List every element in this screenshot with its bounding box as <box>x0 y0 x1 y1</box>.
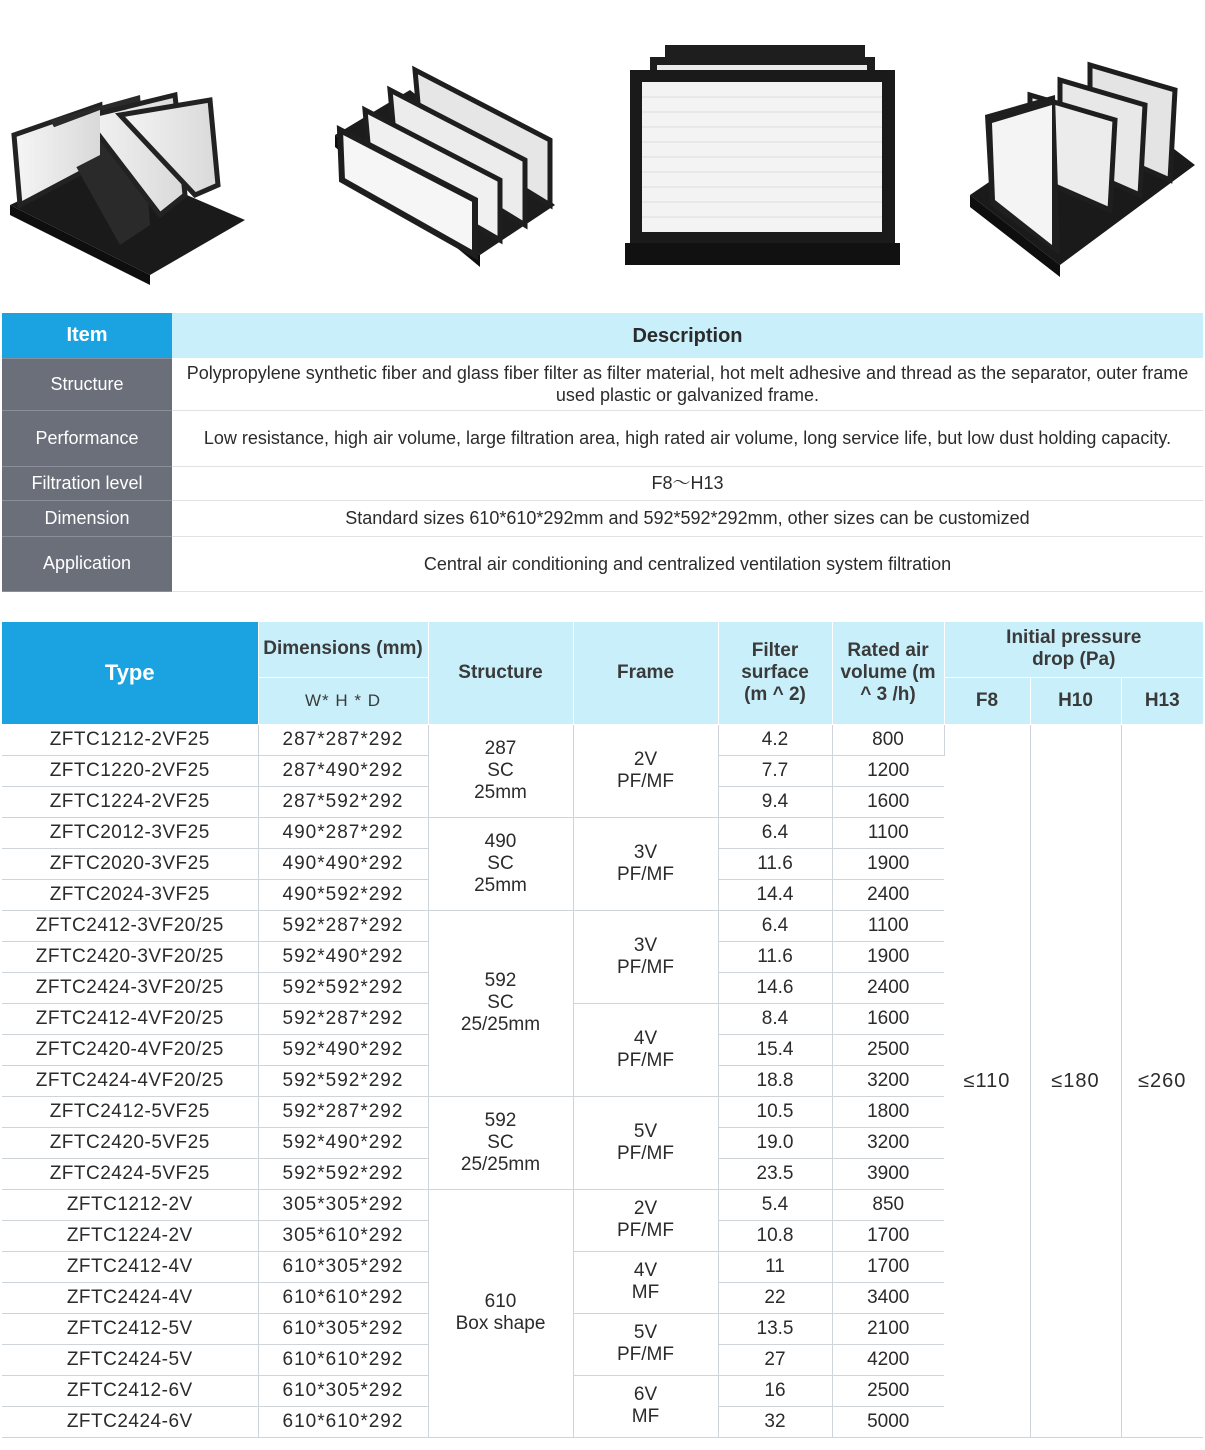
filter-surface-cell: 4.2 <box>718 724 832 755</box>
filter-surface-cell: 27 <box>718 1344 832 1375</box>
structure-cell <box>428 1189 573 1437</box>
filter-surface-cell: 22 <box>718 1282 832 1313</box>
rated-volume-header: Rated air volume (m ^ 3 /h) <box>832 622 944 724</box>
item-header: Item <box>2 313 172 358</box>
cell-line: SC <box>487 992 514 1013</box>
rated-volume-cell: 1600 <box>832 1003 944 1034</box>
description-table <box>2 313 1203 592</box>
rated-volume-cell: 850 <box>832 1189 944 1220</box>
dimension-cell: 610*305*292 <box>258 1375 428 1406</box>
filter-surface-cell: 14.4 <box>718 879 832 910</box>
cell-line: Box shape <box>455 1313 546 1334</box>
dimension-cell: 592*592*292 <box>258 972 428 1003</box>
filter-surface-header: Filter surface (m ^ 2) <box>718 622 832 724</box>
rated-volume-cell: 2400 <box>832 972 944 1003</box>
desc-text: Standard sizes 610*610*292mm and 592*592*292mm, other sizes can be customized <box>172 500 1203 536</box>
rated-volume-cell: 3900 <box>832 1158 944 1189</box>
desc-row-filtration-level <box>2 466 1203 500</box>
rated-volume-cell: 2100 <box>832 1313 944 1344</box>
cell-line: MF <box>631 1282 660 1303</box>
dimension-cell: 592*287*292 <box>258 1003 428 1034</box>
type-cell: ZFTC2424-3VF20/25 <box>2 972 258 1003</box>
dimension-cell: 490*287*292 <box>258 817 428 848</box>
cell-line: 5V <box>633 1322 658 1343</box>
frame-cell <box>573 1375 718 1437</box>
cell-line: 287 <box>484 737 517 759</box>
rated-volume-cell: 1700 <box>832 1220 944 1251</box>
filter-surface-cell: 13.5 <box>718 1313 832 1344</box>
type-cell: ZFTC2424-5VF25 <box>2 1158 258 1189</box>
type-cell: ZFTC2420-5VF25 <box>2 1127 258 1158</box>
filter-surface-cell: 11.6 <box>718 848 832 879</box>
rated-volume-cell: 3400 <box>832 1282 944 1313</box>
desc-row-performance <box>2 410 1203 466</box>
rated-volume-cell: 2500 <box>832 1375 944 1406</box>
pressure-h10-cell: ≤180 <box>1030 724 1121 1437</box>
dimension-cell: 592*592*292 <box>258 1158 428 1189</box>
product-image-front <box>615 45 905 285</box>
product-image-v-bank-1 <box>0 45 260 285</box>
type-cell: ZFTC2424-5V <box>2 1344 258 1375</box>
frame-cell <box>573 1096 718 1189</box>
desc-row-dimension <box>2 500 1203 536</box>
dimension-cell: 287*592*292 <box>258 786 428 817</box>
dimension-cell: 592*287*292 <box>258 910 428 941</box>
type-cell: ZFTC2012-3VF25 <box>2 817 258 848</box>
cell-line: 2V <box>633 748 658 770</box>
cell-line: PF/MF <box>617 1344 674 1365</box>
rated-volume-cell: 1600 <box>832 786 944 817</box>
filter-surface-cell: 32 <box>718 1406 832 1437</box>
type-cell: ZFTC2424-4V <box>2 1282 258 1313</box>
filter-surface-cell: 23.5 <box>718 1158 832 1189</box>
type-cell: ZFTC2412-4VF20/25 <box>2 1003 258 1034</box>
desc-text: Polypropylene synthetic fiber and glass fiber filter as filter material, hot melt adhesive and thread as the separator, outer frame used plastic or galvanized frame. <box>172 358 1203 410</box>
h13-header: H13 <box>1121 677 1203 724</box>
filter-surface-cell: 7.7 <box>718 755 832 786</box>
cell-line: 610 <box>484 1291 517 1312</box>
product-image-v-bank-2 <box>320 45 570 285</box>
filter-surface-cell: 18.8 <box>718 1065 832 1096</box>
product-image-v-bank-4 <box>960 45 1205 285</box>
f8-header: F8 <box>944 677 1030 724</box>
type-header: Type <box>2 622 258 724</box>
pressure-f8-cell: ≤110 <box>944 724 1030 1437</box>
cell-line: 5V <box>633 1120 658 1142</box>
dimension-cell: 305*610*292 <box>258 1220 428 1251</box>
rated-volume-cell: 3200 <box>832 1065 944 1096</box>
desc-text: F8～H13 <box>172 466 1203 500</box>
filter-surface-cell: 19.0 <box>718 1127 832 1158</box>
cell-line: SC <box>487 759 514 781</box>
filter-surface-cell: 6.4 <box>718 817 832 848</box>
dimensions-header: Dimensions (mm) <box>258 622 428 677</box>
cell-line: PF/MF <box>617 1142 674 1164</box>
specification-table <box>2 622 1203 1438</box>
dimension-cell: 610*610*292 <box>258 1282 428 1313</box>
filter-surface-cell: 6.4 <box>718 910 832 941</box>
dimension-cell: 305*305*292 <box>258 1189 428 1220</box>
cell-line: PF/MF <box>617 770 674 792</box>
rated-volume-cell: 800 <box>832 724 944 755</box>
dimension-cell: 287*287*292 <box>258 724 428 755</box>
frame-cell <box>573 724 718 817</box>
frame-cell <box>573 1313 718 1375</box>
type-cell: ZFTC1212-2VF25 <box>2 724 258 755</box>
dimension-cell: 592*490*292 <box>258 1127 428 1158</box>
dimension-cell: 287*490*292 <box>258 755 428 786</box>
structure-cell <box>428 1096 573 1189</box>
filter-surface-cell: 11.6 <box>718 941 832 972</box>
cell-line: 25mm <box>474 874 527 896</box>
desc-label: Performance <box>2 410 172 466</box>
dimensions-unit-header: W* H * D <box>258 677 428 724</box>
desc-label: Filtration level <box>2 466 172 500</box>
dimension-cell: 490*592*292 <box>258 879 428 910</box>
rated-volume-cell: 2500 <box>832 1034 944 1065</box>
dimension-cell: 592*490*292 <box>258 941 428 972</box>
filter-surface-cell: 8.4 <box>718 1003 832 1034</box>
filter-surface-cell: 16 <box>718 1375 832 1406</box>
desc-text: Low resistance, high air volume, large filtration area, high rated air volume, long service life, but low dust holding capacity. <box>172 410 1203 466</box>
rated-volume-cell: 1800 <box>832 1096 944 1127</box>
cell-line: 4V <box>633 1027 658 1049</box>
desc-label: Application <box>2 536 172 591</box>
frame-cell <box>573 817 718 910</box>
filter-surface-cell: 14.6 <box>718 972 832 1003</box>
filter-surface-cell: 15.4 <box>718 1034 832 1065</box>
type-cell: ZFTC1224-2VF25 <box>2 786 258 817</box>
cell-line: PF/MF <box>617 1220 674 1241</box>
type-cell: ZFTC2412-3VF20/25 <box>2 910 258 941</box>
cell-line: PF/MF <box>617 1049 674 1071</box>
structure-header: Structure <box>428 622 573 724</box>
rated-volume-cell: 1900 <box>832 848 944 879</box>
dimension-cell: 610*305*292 <box>258 1313 428 1344</box>
dimension-cell: 610*610*292 <box>258 1406 428 1437</box>
pressure-drop-header: Initial pressure drop (Pa) <box>944 622 1203 677</box>
type-cell: ZFTC2412-5V <box>2 1313 258 1344</box>
rated-volume-cell: 2400 <box>832 879 944 910</box>
type-cell: ZFTC2024-3VF25 <box>2 879 258 910</box>
type-cell: ZFTC2420-3VF20/25 <box>2 941 258 972</box>
cell-line: 4V <box>633 1260 658 1281</box>
cell-line: 592 <box>484 970 517 991</box>
cell-line: 3V <box>633 841 658 863</box>
type-cell: ZFTC2412-6V <box>2 1375 258 1406</box>
dimension-cell: 610*305*292 <box>258 1251 428 1282</box>
specification-body <box>2 724 1203 1437</box>
dimension-cell: 592*287*292 <box>258 1096 428 1127</box>
h10-header: H10 <box>1030 677 1121 724</box>
type-cell: ZFTC1224-2V <box>2 1220 258 1251</box>
cell-line: SC <box>487 852 514 874</box>
structure-cell <box>428 817 573 910</box>
cell-line: PF/MF <box>617 956 674 978</box>
cell-line: 6V <box>633 1384 658 1405</box>
type-cell: ZFTC2020-3VF25 <box>2 848 258 879</box>
pressure-h13-cell: ≤260 <box>1121 724 1203 1437</box>
cell-line: 3V <box>633 934 658 956</box>
rated-volume-cell: 5000 <box>832 1406 944 1437</box>
cell-line: MF <box>631 1406 660 1427</box>
frame-cell <box>573 1251 718 1313</box>
rated-volume-cell: 1100 <box>832 817 944 848</box>
rated-volume-cell: 4200 <box>832 1344 944 1375</box>
rated-volume-cell: 1200 <box>832 755 944 786</box>
frame-cell <box>573 910 718 1003</box>
cell-line: PF/MF <box>617 863 674 885</box>
type-cell: ZFTC2424-4VF20/25 <box>2 1065 258 1096</box>
desc-row-application <box>2 536 1203 591</box>
filter-surface-cell: 5.4 <box>718 1189 832 1220</box>
desc-label: Dimension <box>2 500 172 536</box>
cell-line: 2V <box>633 1198 658 1219</box>
structure-cell <box>428 910 573 1096</box>
type-cell: ZFTC2412-4V <box>2 1251 258 1282</box>
filter-surface-cell: 11 <box>718 1251 832 1282</box>
cell-line: 490 <box>484 830 517 852</box>
rated-volume-cell: 1900 <box>832 941 944 972</box>
structure-cell <box>428 724 573 817</box>
type-cell: ZFTC2424-6V <box>2 1406 258 1437</box>
type-cell: ZFTC2412-5VF25 <box>2 1096 258 1127</box>
frame-cell <box>573 1003 718 1096</box>
description-header: Description <box>172 313 1203 358</box>
filter-surface-cell: 10.5 <box>718 1096 832 1127</box>
cell-line: 25mm <box>474 781 527 803</box>
cell-line: 25/25mm <box>460 1153 541 1175</box>
desc-row-structure <box>2 358 1203 410</box>
cell-line: 592 <box>484 1109 517 1131</box>
type-cell: ZFTC2420-4VF20/25 <box>2 1034 258 1065</box>
type-cell: ZFTC1212-2V <box>2 1189 258 1220</box>
frame-header: Frame <box>573 622 718 724</box>
rated-volume-cell: 1700 <box>832 1251 944 1282</box>
desc-text: Central air conditioning and centralized ventilation system filtration <box>172 536 1203 591</box>
filter-surface-cell: 9.4 <box>718 786 832 817</box>
dimension-cell: 610*610*292 <box>258 1344 428 1375</box>
cell-line: 25/25mm <box>460 1014 541 1035</box>
filter-surface-cell: 10.8 <box>718 1220 832 1251</box>
dimension-cell: 592*592*292 <box>258 1065 428 1096</box>
rated-volume-cell: 3200 <box>832 1127 944 1158</box>
dimension-cell: 490*490*292 <box>258 848 428 879</box>
table-row <box>2 724 1203 755</box>
dimension-cell: 592*490*292 <box>258 1034 428 1065</box>
type-cell: ZFTC1220-2VF25 <box>2 755 258 786</box>
rated-volume-cell: 1100 <box>832 910 944 941</box>
desc-label: Structure <box>2 358 172 410</box>
cell-line: SC <box>487 1131 514 1153</box>
frame-cell <box>573 1189 718 1251</box>
